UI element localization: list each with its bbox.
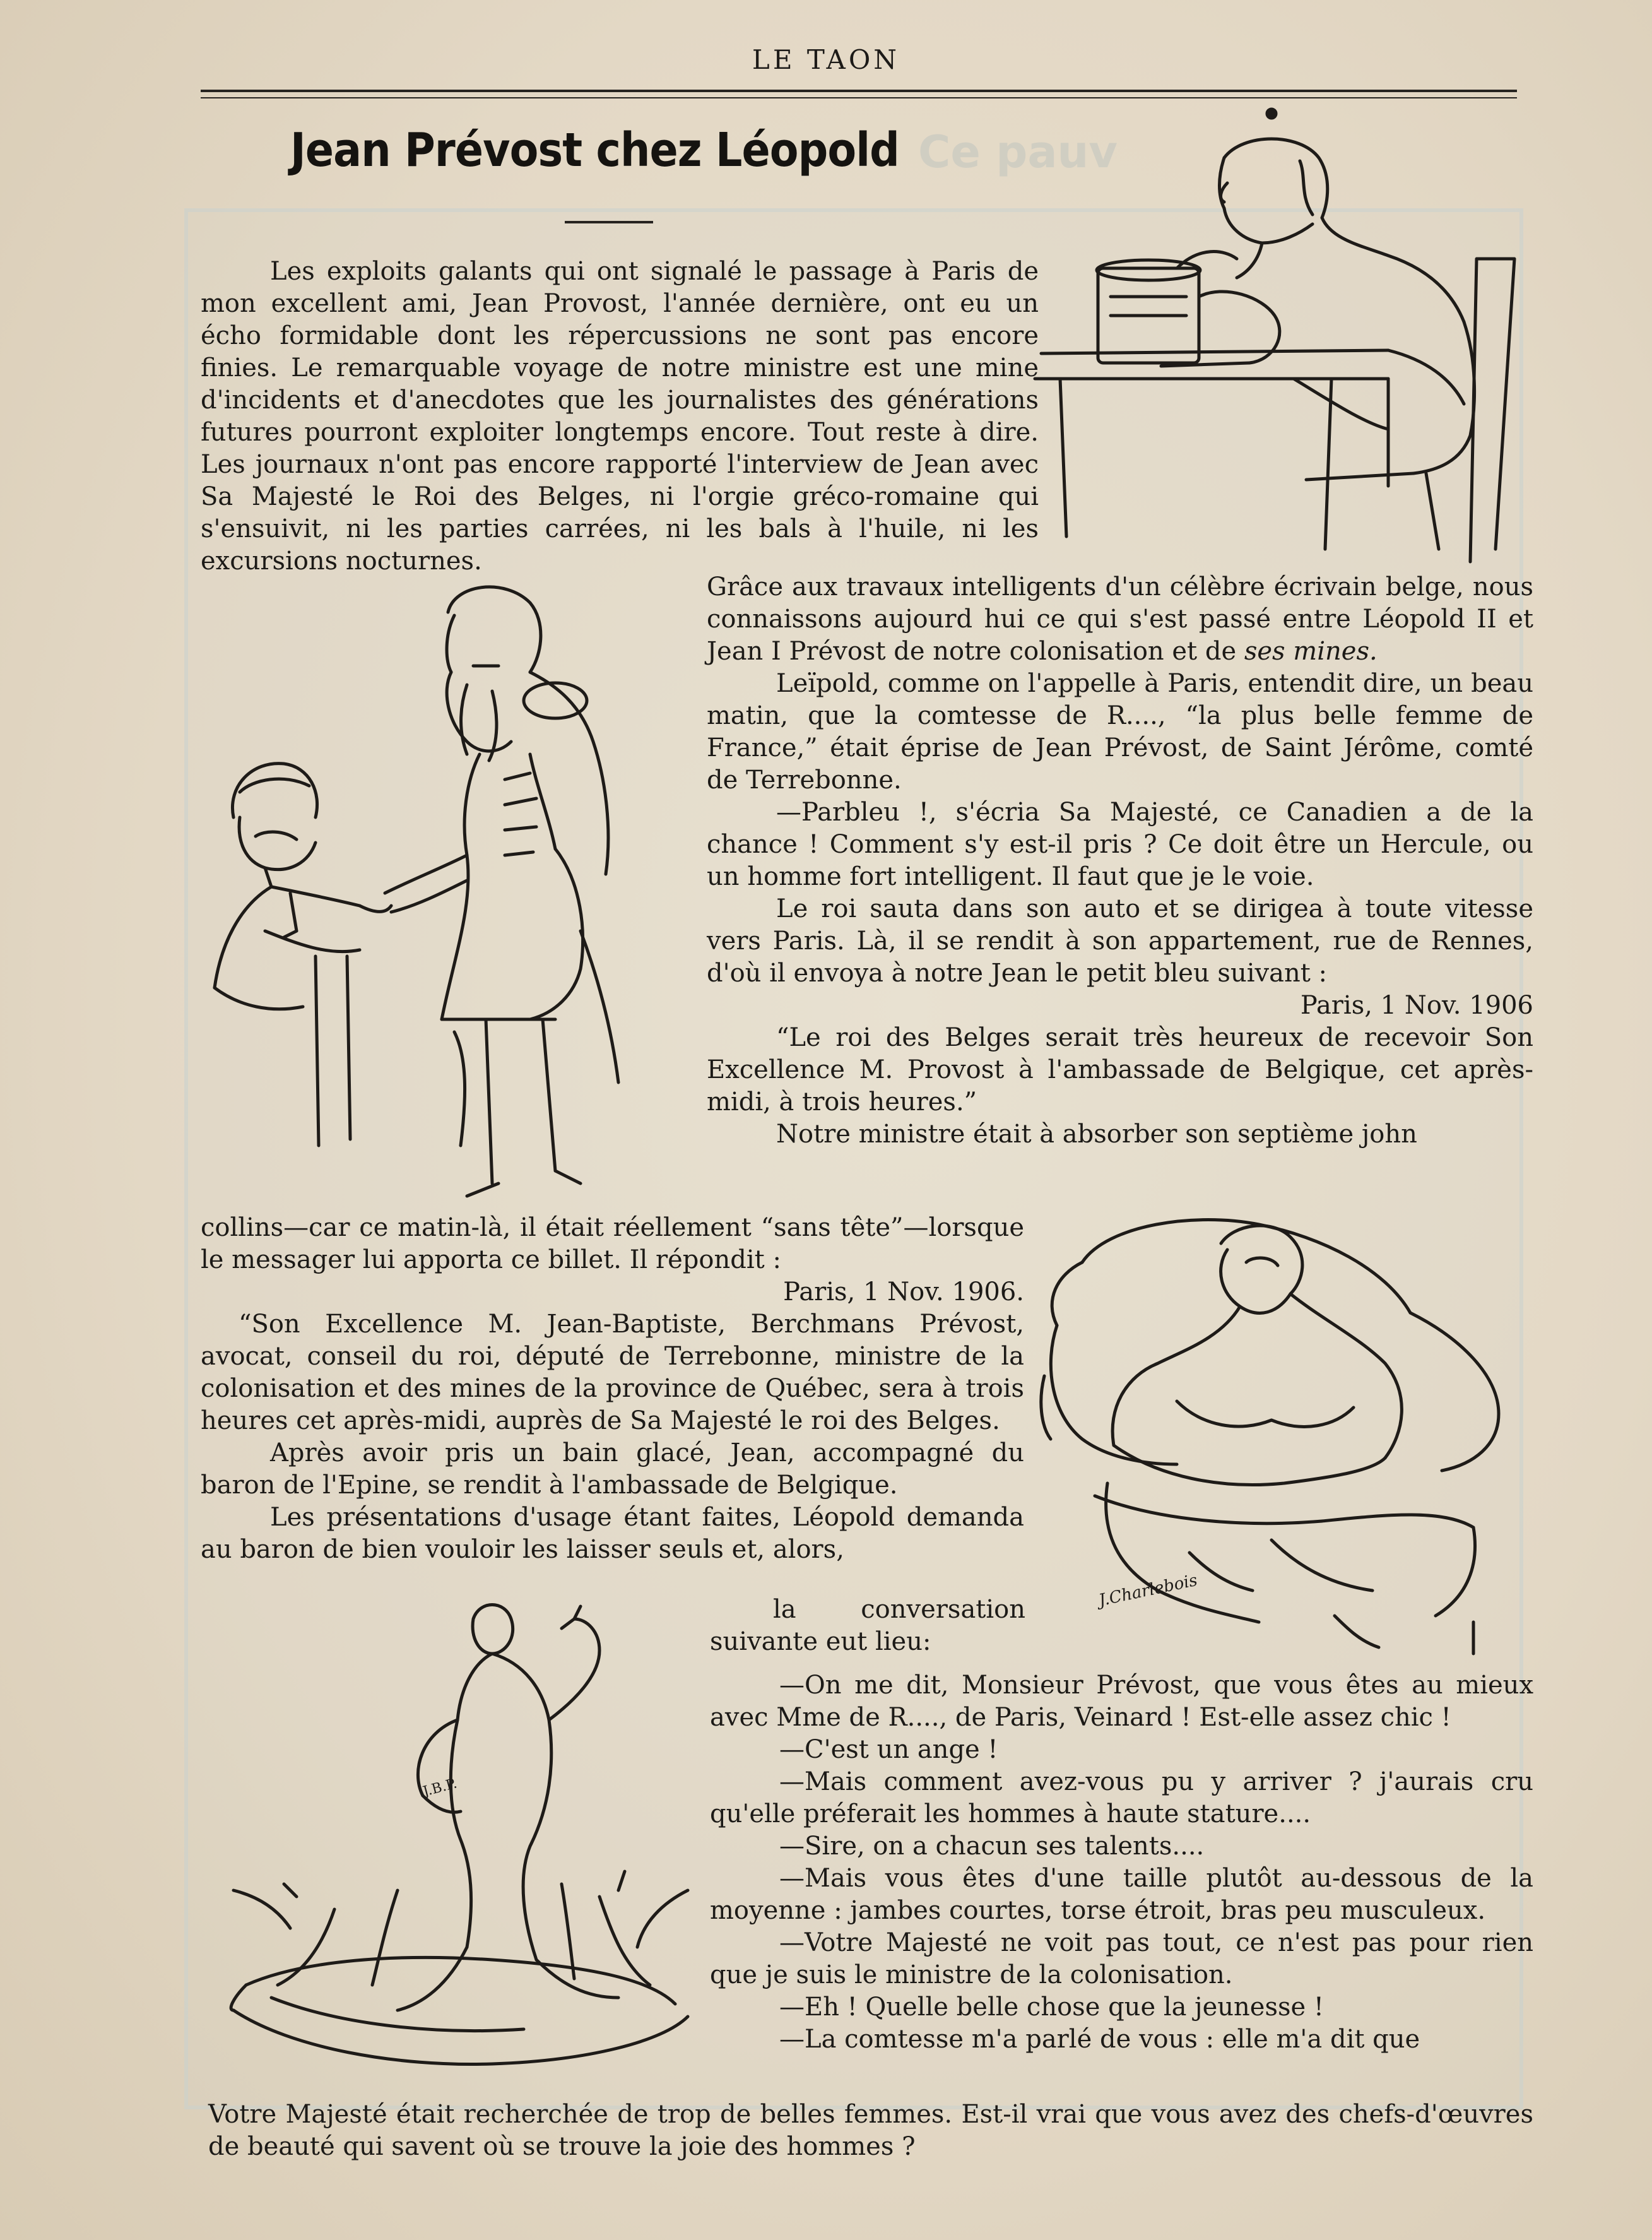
paragraph: Leïpold, comme on l'appelle à Paris, entendit dire, un beau matin, que la comtesse de R...., “la plus belle femme de France,” était éprise de Jean Prévost, de Saint Jérôme, comté de Terrebonne. bbox=[707, 669, 1533, 795]
text-block-6 bbox=[208, 2099, 1533, 2163]
running-header: LE TAON bbox=[752, 44, 900, 75]
paragraph: Le roi sauta dans son auto et se dirigea à toute vitesse vers Paris. Là, il se rendit à son appartement, rue de Rennes, d'où il envoya à notre Jean le petit bleu suivant : bbox=[707, 894, 1533, 988]
paragraph: Votre Majesté était recherchée de trop de belles femmes. Est-il vrai que vous avez des chefs-d'œuvres de beauté qui savent où se trouve la joie des hommes ? bbox=[208, 2100, 1533, 2161]
header-rule-thin bbox=[201, 97, 1517, 98]
text-block-1 bbox=[201, 256, 1039, 578]
paragraph: Après avoir pris un bain glacé, Jean, accompagné du baron de l'Epine, se rendit à l'ambassade de Belgique. bbox=[201, 1438, 1024, 1500]
paragraph: Les présentations d'usage étant faites, Léopold demanda au baron de bien vouloir les laisser seuls et, alors, bbox=[201, 1503, 1024, 1564]
paragraph: la conversation suivante eut lieu: bbox=[710, 1595, 1025, 1656]
paragraph: Grâce aux travaux intelligents d'un célèbre écrivain belge, nous connaissons aujourd hui ce qui s'est passé entre Léopold II et Jean I Prévost de notre colonisation et de ses mines. bbox=[707, 572, 1533, 666]
man-drinking-icon bbox=[1035, 107, 1527, 562]
dialogue-line: —La comtesse m'a parlé de vous : elle m'a dit que bbox=[779, 2025, 1420, 2054]
dialogue-line: —Eh ! Quelle belle chose que la jeunesse ! bbox=[779, 1993, 1324, 2022]
dialogue-line: —C'est un ange ! bbox=[779, 1735, 998, 1764]
text-block-3 bbox=[201, 1212, 1024, 1566]
dialogue-line: —On me dit, Monsieur Prévost, que vous êtes au mieux avec Mme de R...., de Paris, Veinard ! Est-elle assez chic ! bbox=[710, 1671, 1533, 1732]
paragraph: “Son Excellence M. Jean-Baptiste, Berchmans Prévost, avocat, conseil du roi, député de Terrebonne, ministre de la colonisation et des mines de la province de Québec, sera à trois heures cet après-midi, auprès de Sa Majesté le roi des Belges. bbox=[201, 1310, 1024, 1435]
fountain-figure-icon bbox=[208, 1594, 707, 2080]
article-title: Jean Prévost chez Léopold bbox=[290, 123, 899, 177]
text-block-4 bbox=[710, 1594, 1025, 1658]
illustrator-signature: J.Charlebois bbox=[1097, 1570, 1200, 1611]
dateline: Paris, 1 Nov. 1906. bbox=[783, 1277, 1024, 1307]
header-rule-thick bbox=[201, 90, 1517, 92]
text-block-2 bbox=[707, 571, 1533, 1151]
dateline: Paris, 1 Nov. 1906 bbox=[1300, 991, 1533, 1020]
paragraph: Notre ministre était à absorber son septième john bbox=[776, 1120, 1417, 1149]
handshake-scene-icon bbox=[202, 578, 700, 1202]
paragraph: “Le roi des Belges serait très heureux de recevoir Son Excellence M. Provost à l'ambassade de Belgique, cet après-midi, à trois heures.” bbox=[707, 1023, 1533, 1117]
paragraph: collins—car ce matin-là, il était réellement “sans tête”—lorsque le messager lui apporta ce billet. Il répondit : bbox=[201, 1213, 1024, 1274]
title-divider bbox=[565, 221, 653, 223]
illustrator-initials: J.B.P. bbox=[421, 1775, 459, 1800]
dialogue-line: —Mais comment avez-vous pu y arriver ? j'aurais cru qu'elle préferait les hommes à haute stature.... bbox=[710, 1767, 1533, 1828]
dialogue-line: —Sire, on a chacun ses talents.... bbox=[779, 1832, 1205, 1861]
dialogue-line: —Votre Majesté ne voit pas tout, ce n'est pas pour rien que je suis le ministre de la colonisation. bbox=[710, 1928, 1533, 1989]
paragraph: Les exploits galants qui ont signalé le passage à Paris de mon excellent ami, Jean Provost, l'année dernière, ont eu un écho formidable dont les répercussions ne sont pas encore finies. Le remarquable voyage de notre ministre est une mine d'incidents et d'anecdotes que les journalistes des générations futures pourront exploiter longtemps encore. Tout reste à dire. Les journaux n'ont pas encore rapporté l'interview de Jean avec Sa Majesté le Roi des Belges, ni l'orgie gréco-romaine qui s'ensuivit, ni les parties carrées, ni les bals à l'huile, ni les excursions nocturnes. bbox=[201, 257, 1039, 576]
text-block-5 bbox=[710, 1669, 1533, 2056]
paragraph: —Parbleu !, s'écria Sa Majesté, ce Canadien a de la chance ! Comment s'y est-il pris ? Ce doit être un Hercule, ou un homme fort intelligent. Il faut que je le voie. bbox=[707, 798, 1533, 891]
show-through-ghost-text: Ce pauv bbox=[918, 126, 1118, 178]
dialogue-line: —Mais vous êtes d'une taille plutôt au-dessous de la moyenne : jambes courtes, torse étroit, bras peu musculeux. bbox=[710, 1864, 1533, 1925]
